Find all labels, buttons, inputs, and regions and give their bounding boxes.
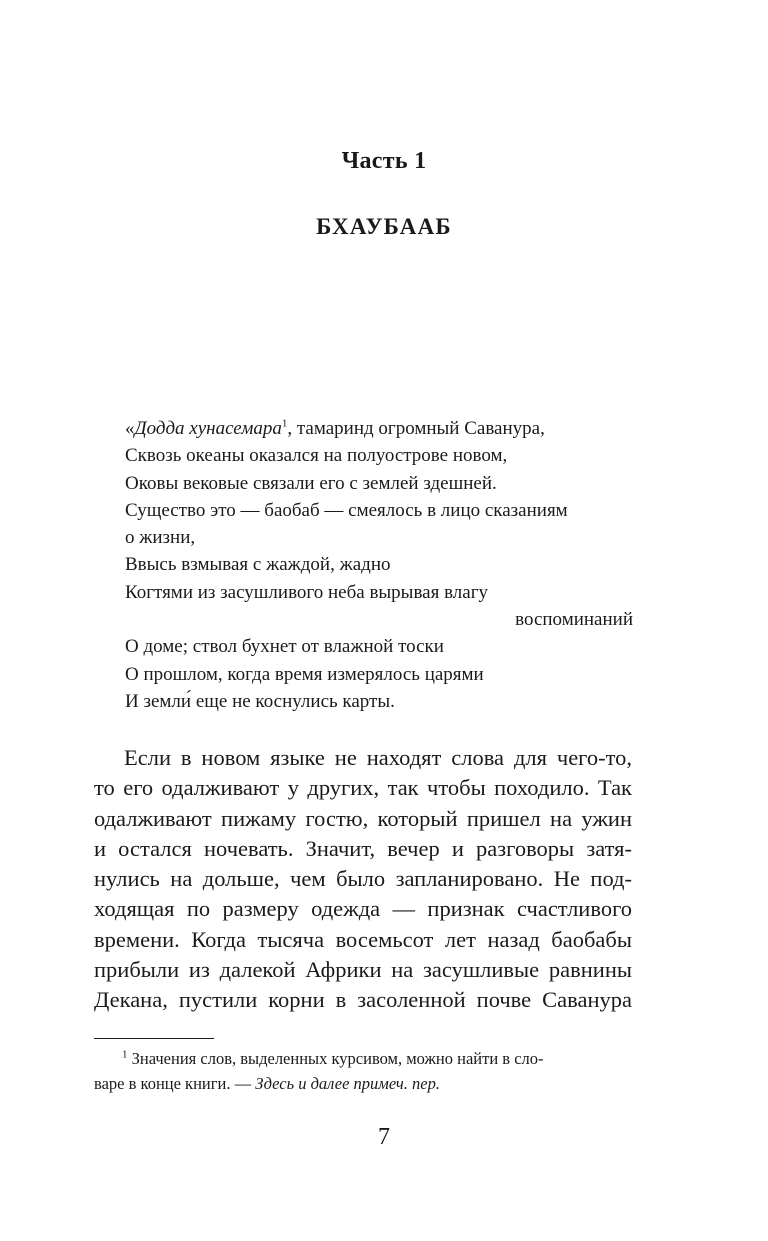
footnote-text: Значения слов, выделенных курсивом, можно найти в сло-: [127, 1049, 544, 1068]
poem-line: Ввысь взмывая с жаждой, жадно: [125, 554, 391, 576]
footnote: [94, 1046, 632, 1096]
footnote-mark: 1: [122, 1048, 128, 1061]
paragraph-line: Если в новом языке не находят слова для чего-то,: [124, 745, 632, 770]
poem-line: [125, 415, 633, 442]
paragraph-line: Декана, пустили корни в засоленной почве Саванура: [94, 987, 632, 1013]
open-quote: «: [125, 418, 135, 439]
italic-term: Додда хунасемара: [134, 418, 282, 439]
poem-line: Когтями из засушливого неба вырывая влагу: [125, 581, 489, 603]
poem-line: Существо это — баобаб — смеялось в лицо сказаниям: [125, 499, 568, 521]
paragraph-line: одалживают пижаму гостю, который пришел на ужин: [94, 805, 632, 831]
epigraph-poem: [125, 415, 633, 715]
paragraph-line: нулись на дольше, чем было запланировано. Не под-: [94, 866, 632, 892]
poem-runover-line: воспоминаний: [515, 609, 633, 631]
body-paragraph: [94, 743, 632, 1016]
paragraph-line: времени. Когда тысяча восемьсот лет назад баобабы: [94, 926, 632, 952]
part-title: Часть 1: [341, 148, 427, 174]
poem-line: О доме; ствол бухнет от влажной тоски: [125, 636, 444, 658]
poem-line: О прошлом, когда время измерялось царями: [125, 663, 484, 685]
poem-line: И земли́ еще не коснулись карты.: [125, 690, 395, 712]
poem-line: о жизни,: [125, 527, 196, 549]
chapter-title: БХАУБААБ: [316, 214, 452, 239]
paragraph-line: то его одалживают у других, так чтобы походило. Так: [94, 775, 632, 801]
paragraph-line: и остался ночевать. Значит, вечер и разговоры затя-: [94, 835, 632, 861]
footnote-italic-note: Здесь и далее примеч. пер.: [255, 1074, 441, 1093]
footnote-line: [94, 1071, 632, 1096]
footnote-text: варе в конце книги. —: [94, 1074, 256, 1093]
footnote-line: [94, 1046, 632, 1071]
footnote-divider: [94, 1038, 214, 1039]
paragraph-line: ходящая по размеру одежда — признак счастливого: [94, 896, 632, 922]
poem-line: Сквозь океаны оказался на полуострове новом,: [125, 445, 508, 467]
footnote-reference[interactable]: 1: [281, 417, 288, 430]
paragraph-line: прибыли из далекой Африки на засушливые равнины: [94, 957, 632, 983]
poem-line: Оковы вековые связали его с землей здешней.: [125, 472, 497, 494]
poem-line-rest: , тамаринд огромный Саванура,: [287, 418, 545, 439]
page-number: 7: [378, 1124, 390, 1150]
